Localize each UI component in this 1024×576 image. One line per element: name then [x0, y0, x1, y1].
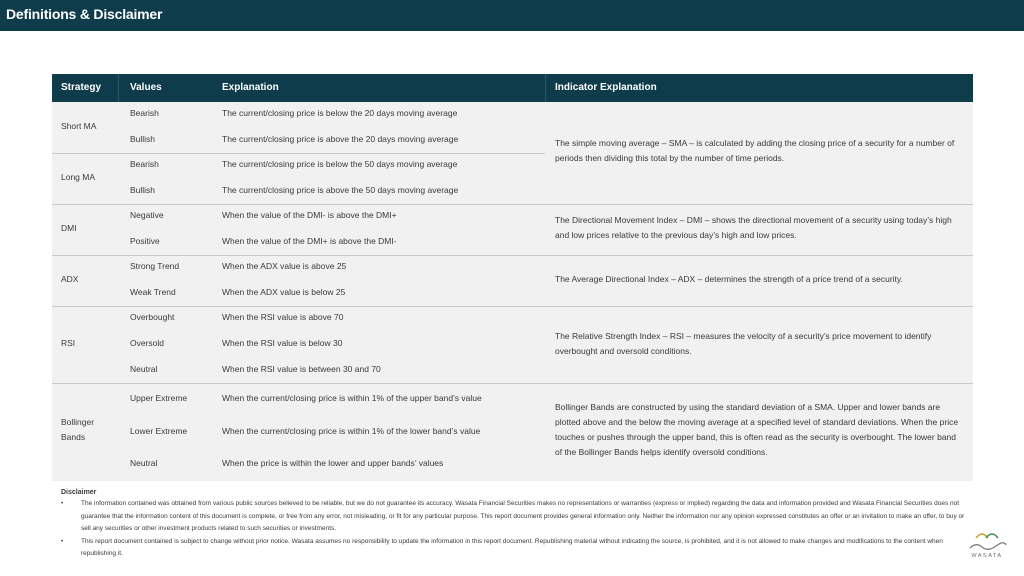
value-cell: Bearish [130, 159, 159, 169]
explanation-cell: When the RSI value is between 30 and 70 [222, 364, 381, 374]
explanation-cell: When the ADX value is below 25 [222, 287, 346, 297]
value-cell: Bullish [130, 185, 156, 195]
strategy-long-ma: Long MA [61, 172, 96, 182]
explanation-cell: The current/closing price is below the 50 days moving average [222, 159, 458, 169]
page-title: Definitions & Disclaimer [6, 6, 163, 22]
disclaimer-text: This report document contained is subject to change without prior notice. Wasata assumes no responsibility to update the information in this report document. Republishing material without indicating the source, is prohibited, and it is not allowed to make changes and modifications to the content when republishing it. [81, 537, 943, 557]
strategy-dmi: DMI [61, 223, 77, 233]
row-divider [52, 383, 973, 384]
explanation-cell: The current/closing price is above the 20 days moving average [222, 134, 459, 144]
explanation-cell: The current/closing price is above the 50 days moving average [222, 185, 459, 195]
value-cell: Negative [130, 210, 164, 220]
explanation-cell: When the RSI value is above 70 [222, 312, 344, 322]
value-cell: Bearish [130, 108, 159, 118]
indicator-adx: The Average Directional Index – ADX – determines the strength of a price trend of a security. [555, 274, 903, 284]
disclaimer-item [61, 536, 966, 561]
indicator-bollinger: Bollinger Bands are constructed by using the standard deviation of a SMA. Upper and lower bands are plotted above and the below the moving average at a specified level of standard deviations. When the price touches or pushes through the upper band, this is often read as the security is overbought. The lower band of the Bollinger Bands helps identify oversold conditions. [555, 402, 959, 457]
row-divider [52, 306, 973, 307]
explanation-cell: When the current/closing price is within 1% of the lower band’s value [222, 426, 481, 436]
disclaimer [61, 489, 966, 561]
header-strategy: Strategy [61, 82, 102, 93]
logo-mark-icon [962, 530, 1012, 554]
indicator-sma: The simple moving average – SMA – is calculated by adding the closing price of a security for a number of periods then dividing this total by the number of time periods. [555, 138, 955, 163]
wasata-logo [962, 530, 1012, 570]
explanation-cell: When the value of the DMI+ is above the DMI- [222, 236, 397, 246]
strategy-bollinger-bands: Bollinger Bands [61, 417, 95, 442]
explanation-cell: The current/closing price is below the 20 days moving average [222, 108, 458, 118]
header-divider [545, 74, 546, 102]
bullet: • [61, 500, 64, 507]
value-cell: Strong Trend [130, 261, 180, 271]
explanation-cell: When the current/closing price is within 1% of the upper band’s value [222, 393, 482, 403]
value-cell: Oversold [130, 338, 165, 348]
row-divider [52, 204, 973, 205]
value-cell: Positive [130, 236, 160, 246]
strategy-rsi: RSI [61, 338, 76, 348]
value-cell: Neutral [130, 364, 158, 374]
value-cell: Neutral [130, 458, 158, 468]
value-cell: Upper Extreme [130, 393, 188, 403]
logo-name: WASATA [971, 553, 1003, 559]
strategy-adx: ADX [61, 274, 79, 284]
header-values: Values [130, 82, 162, 93]
explanation-cell: When the value of the DMI- is above the DMI+ [222, 210, 397, 220]
explanation-cell: When the RSI value is below 30 [222, 338, 343, 348]
definitions-table [52, 74, 973, 481]
value-cell: Bullish [130, 134, 156, 144]
value-cell: Lower Extreme [130, 426, 188, 436]
row-divider [52, 153, 545, 154]
explanation-cell: When the price is within the lower and upper bands’ values [222, 458, 444, 468]
disclaimer-title: Disclaimer [61, 489, 97, 496]
indicator-dmi: The Directional Movement Index – DMI – shows the directional movement of a security using today’s high and low prices relative to the previous day’s high and low prices. [555, 215, 952, 240]
strategy-short-ma: Short MA [61, 121, 97, 131]
value-cell: Weak Trend [130, 287, 176, 297]
explanation-cell: When the ADX value is above 25 [222, 261, 347, 271]
value-cell: Overbought [130, 312, 175, 322]
disclaimer-item [61, 498, 966, 536]
bullet: • [61, 537, 64, 545]
title-bar [0, 0, 1024, 31]
table-header [52, 74, 973, 102]
indicator-rsi: The Relative Strength Index – RSI – measures the velocity of a security’s price movement to identify overbought and oversold conditions. [555, 331, 932, 356]
header-divider [118, 74, 119, 102]
row-divider [52, 255, 973, 256]
header-explanation: Explanation [222, 82, 279, 93]
header-indicator-explanation: Indicator Explanation [555, 82, 657, 93]
disclaimer-text: The information contained was obtained from various public sources believed to be reliable, but we do not guarantee its accuracy. Wasata Financial Securities makes no representations or warranties (express or implied) regarding the data and information provided and Wasata Financial Securities does not guarantee that the information content of this document is complete, or free from any error, not misleading, or fit for any particular purpose. This report document provides general information only. Neither the information nor any opinion expressed constitutes an offer or an invitation to make an offer, to buy or sell any securities or other investment products related to such securities or investments. [81, 500, 965, 532]
